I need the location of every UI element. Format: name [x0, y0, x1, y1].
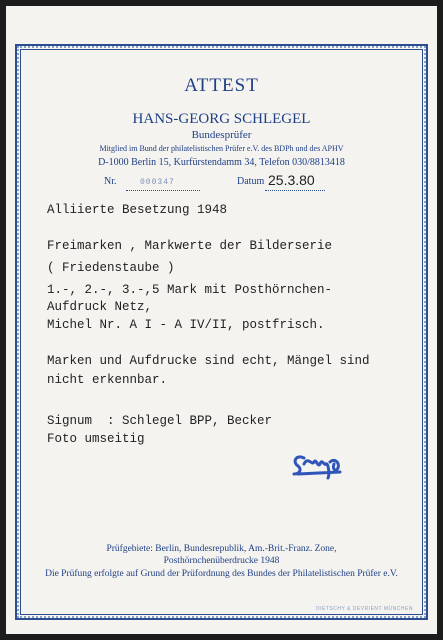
datum-underline: [265, 190, 325, 191]
certificate-title: ATTEST: [184, 75, 259, 96]
nr-label: Nr.: [104, 176, 117, 187]
body-line: ( Friedenstaube ): [47, 261, 175, 275]
body-line: Signum : Schlegel BPP, Becker: [47, 414, 273, 428]
footer-line: Posthörnchenüberdrucke 1948: [163, 556, 280, 566]
membership-line: Mitglied im Bund der philatelistischen Prüfer e.V. des BDPh und des APHV: [99, 144, 344, 153]
body-line: Alliierte Besetzung 1948: [47, 203, 228, 217]
body-line: Foto umseitig: [47, 432, 145, 446]
examiner-name: HANS-GEORG SCHLEGEL: [132, 111, 311, 127]
body-line: Freimarken , Markwerte der Bilderserie: [47, 239, 333, 253]
examiner-role: Bundesprüfer: [191, 129, 252, 141]
footer-line: Prüfgebiete: Berlin, Bundesrepublik, Am.-Brit.-Franz. Zone,: [106, 544, 337, 554]
address-line: D-1000 Berlin 15, Kurfürstendamm 34, Telefon 030/8813418: [98, 157, 345, 168]
datum-value: 25.3.80: [268, 172, 315, 188]
nr-value: 000347: [140, 178, 175, 187]
footer-line: Die Prüfung erfolgte auf Grund der Prüfordnung des Bundes der Philatelistischen Prüfer e.V.: [45, 569, 398, 579]
body-line: Aufdruck Netz,: [47, 300, 153, 314]
body-line: Michel Nr. A I - A IV/II, postfrisch.: [47, 318, 325, 332]
printer-mark: DIETSCHY & DEVRIENT MÜNCHEN: [316, 606, 413, 612]
datum-label: Datum: [237, 176, 265, 187]
handwritten-signature: [290, 444, 360, 484]
body-line: Marken und Aufdrucke sind echt, Mängel sind: [47, 354, 370, 368]
nr-underline: [126, 190, 200, 191]
body-line: 1.-, 2.-, 3.-,5 Mark mit Posthörnchen-: [47, 283, 333, 297]
body-line: nicht erkennbar.: [47, 373, 168, 387]
